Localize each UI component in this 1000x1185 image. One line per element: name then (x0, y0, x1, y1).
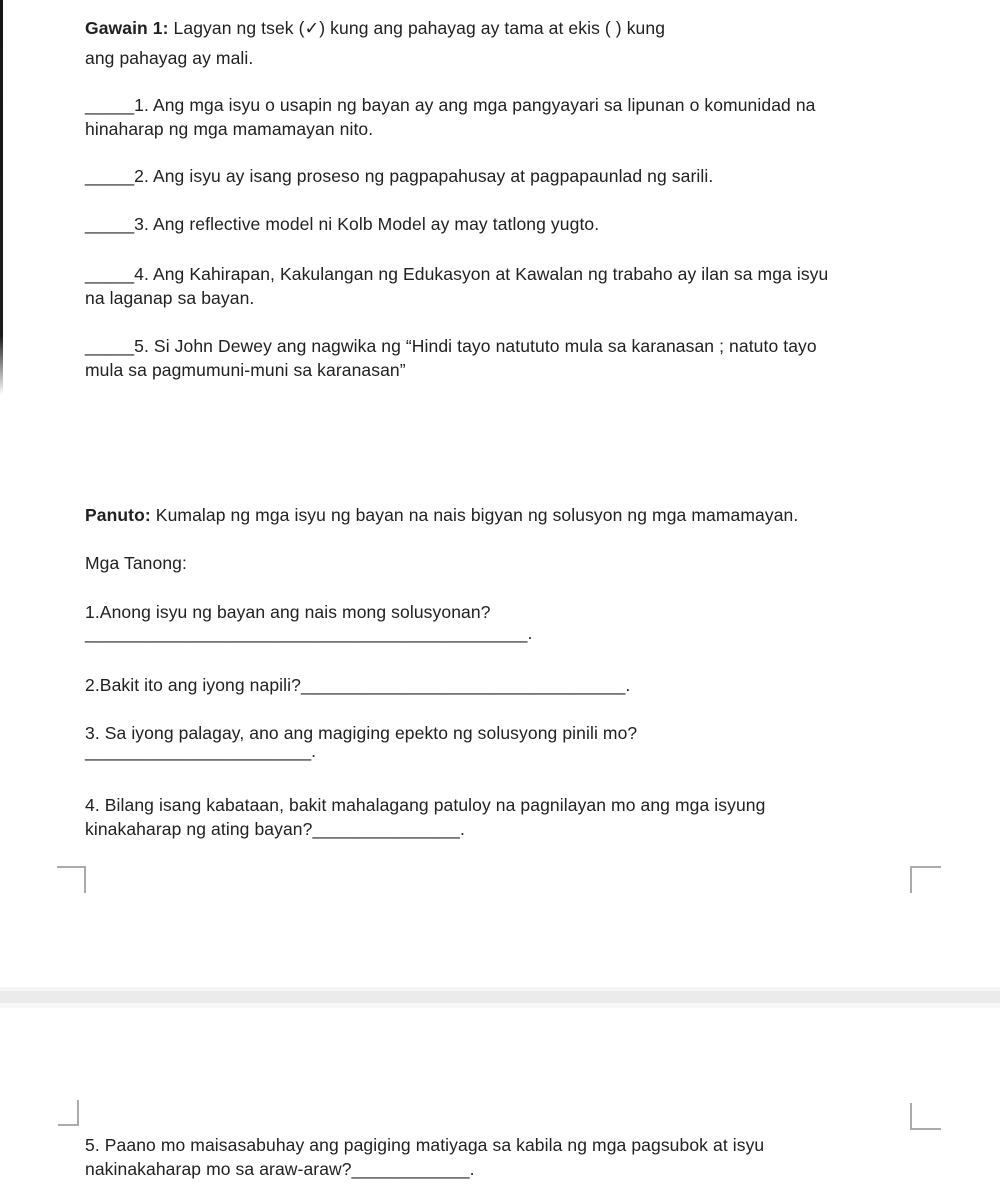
statement-item-4-line1: _____4. Ang Kahirapan, Kakulangan ng Edukasyon at Kawalan ng trabaho ay ilan sa mga isyu (85, 264, 829, 284)
question-3-blank-line: _______________________. (85, 741, 317, 761)
question-1-text: 1.Anong isyu ng bayan ang nais mong solusyonan? (85, 602, 491, 622)
page1-bottom-left-margin-mark (57, 866, 86, 893)
statement-item-2: _____2. Ang isyu ay isang proseso ng pagpapahusay at pagpapaunlad ng sarili. (85, 166, 714, 186)
question-4-line2: kinakaharap ng ating bayan?_______________. (85, 819, 465, 839)
page-separator (0, 987, 1000, 1008)
activity-title-line2: ang pahayag ay mali. (85, 48, 254, 68)
question-4-line1: 4. Bilang isang kabataan, bakit mahalagang patuloy na pagnilayan mo ang mga isyung (85, 795, 766, 815)
page1-bottom-right-margin-mark (910, 866, 941, 893)
statement-item-4-line2: na laganap sa bayan. (85, 288, 255, 308)
panuto-label: Panuto: (85, 505, 151, 525)
question-5-line2: nakinakaharap mo sa araw-araw?____________. (85, 1159, 475, 1179)
panuto-text: Kumalap ng mga isyu ng bayan na nais bigyan ng solusyon ng mga mamamayan. (150, 505, 799, 525)
activity-title-text: Lagyan ng tsek (✓) kung ang pahayag ay tama at ekis ( ) kung (168, 18, 666, 38)
activity-title-line1 (85, 16, 665, 40)
page2-top-left-margin-mark (58, 1100, 79, 1126)
page2-top-right-margin-mark (910, 1103, 941, 1130)
scan-edge-artifact (0, 0, 3, 395)
panuto-line (85, 503, 798, 527)
questions-heading: Mga Tanong: (85, 553, 187, 573)
statement-item-1-line2: hinaharap ng mga mamamayan nito. (85, 119, 374, 139)
question-2-text: 2.Bakit ito ang iyong napili?_________________________________. (85, 675, 631, 695)
question-5-line1: 5. Paano mo maisasabuhay ang pagiging matiyaga sa kabila ng mga pagsubok at isyu (85, 1135, 765, 1155)
statement-item-3: _____3. Ang reflective model ni Kolb Model ay may tatlong yugto. (85, 214, 600, 234)
question-1-blank-line: _____________________________________________. (85, 623, 533, 643)
activity-title-label: Gawain 1: (85, 18, 169, 38)
statement-item-1-line1: _____1. Ang mga isyu o usapin ng bayan ay ang mga pangyayari sa lipunan o komunidad na (85, 95, 816, 115)
statement-item-5-line1: _____5. Si John Dewey ang nagwika ng “Hindi tayo natututo mula sa karanasan ; natuto tayo (85, 336, 817, 356)
question-3-text: 3. Sa iyong palagay, ano ang magiging epekto ng solusyong pinili mo? (85, 723, 638, 743)
statement-item-5-line2: mula sa pagmumuni-muni sa karanasan” (85, 360, 406, 380)
